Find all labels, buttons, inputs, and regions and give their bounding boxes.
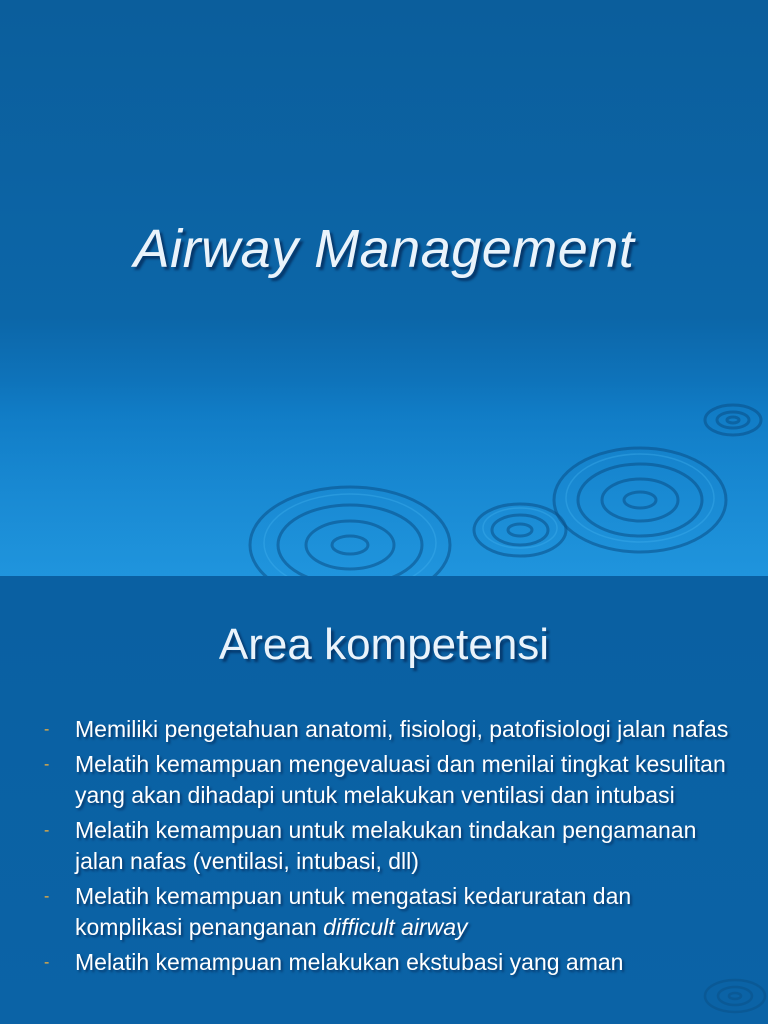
- list-item: [44, 714, 734, 745]
- list-item-emphasis: difficult airway: [323, 914, 468, 940]
- list-item-text: Melatih kemampuan mengevaluasi dan menilai tingkat kesulitan yang akan dihadapi untuk melakukan ventilasi dan intubasi: [75, 751, 726, 808]
- slide-title: Airway Management: [133, 219, 635, 279]
- list-item: [44, 815, 734, 877]
- list-item-text: Melatih kemampuan untuk mengatasi kedaruratan dan komplikasi penanganan: [75, 883, 632, 940]
- list-item: [44, 947, 734, 978]
- bullet-dash-icon: -: [44, 888, 50, 905]
- bullet-dash-icon: -: [44, 954, 50, 971]
- list-item: [44, 749, 734, 811]
- list-item-text: Memiliki pengetahuan anatomi, fisiologi, patofisiologi jalan nafas: [75, 716, 729, 742]
- bullet-dash-icon: -: [44, 756, 50, 773]
- bullet-dash-icon: -: [44, 721, 50, 738]
- list-item-text: Melatih kemampuan melakukan ekstubasi yang aman: [75, 949, 624, 975]
- list-item-text: Melatih kemampuan untuk melakukan tindakan pengamanan jalan nafas (ventilasi, intubasi, dll): [75, 817, 697, 874]
- slide-heading: Area kompetensi: [218, 620, 550, 669]
- bullet-dash-icon: -: [44, 822, 50, 839]
- list-item: [44, 881, 734, 943]
- content-slide: [0, 576, 768, 1024]
- competency-list: [44, 714, 734, 982]
